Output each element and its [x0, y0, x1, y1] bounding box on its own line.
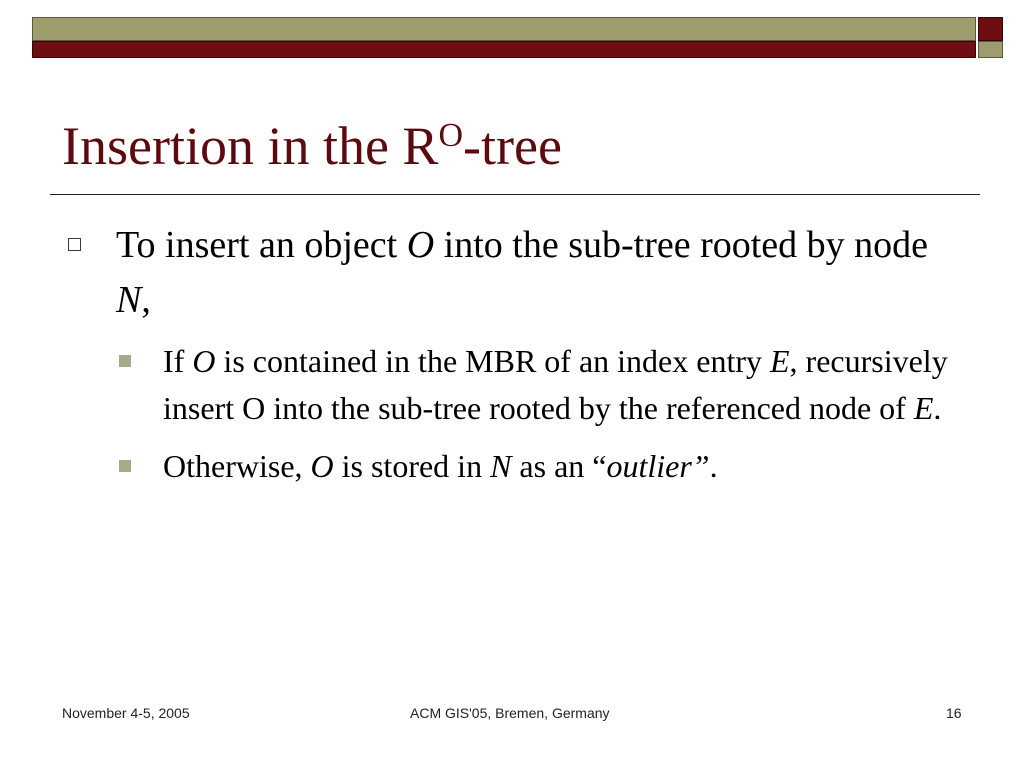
bullet-text: To insert an object: [116, 224, 407, 266]
bullet-italic: O: [192, 343, 216, 379]
slide-body: [60, 212, 960, 490]
hollow-square-bullet-icon: [68, 238, 81, 251]
footer-date: November 4-5, 2005: [62, 705, 190, 721]
title-superscript: O: [438, 117, 464, 154]
bullet-italic: O: [310, 448, 334, 484]
bullet-text: as an “: [511, 448, 607, 484]
slide-title: [62, 114, 562, 186]
header-corner-olive-block: [978, 41, 1003, 58]
bullet-text: .: [933, 390, 942, 426]
bullet-text: is contained in the MBR of an index entry: [215, 343, 770, 379]
bullet-italic: N: [116, 279, 142, 321]
bullet-italic: E: [913, 390, 934, 426]
title-divider: [50, 194, 980, 195]
bullet-italic: N: [490, 448, 512, 484]
filled-square-bullet-icon: [119, 355, 131, 367]
bullet-text: into the sub-tree rooted by node: [434, 224, 929, 266]
bullet-text: , recursively insert O into the sub-tree rooted by the referenced node of: [163, 343, 948, 426]
title-suffix: -tree: [463, 116, 562, 176]
bullet-text: .: [709, 448, 718, 484]
bullet-level2-contained: [60, 338, 960, 432]
bullet-text: Otherwise,: [163, 448, 311, 484]
footer-page-number: 16: [946, 705, 962, 721]
bullet-italic: outlier”: [606, 448, 710, 484]
footer-conference: ACM GIS'05, Bremen, Germany: [410, 705, 610, 721]
title-main: Insertion in the R: [62, 116, 439, 176]
bullet-level2-otherwise: [60, 443, 960, 490]
bullet-text: is stored in: [333, 448, 491, 484]
header-corner-maroon-block: [978, 17, 1003, 41]
header-banner-olive-bar: [32, 17, 976, 41]
filled-square-bullet-icon: [119, 460, 131, 472]
bullet-italic: E: [769, 343, 790, 379]
bullet-text: If: [163, 343, 193, 379]
bullet-text: ,: [141, 279, 151, 321]
bullet-level1-insert: [60, 218, 960, 328]
bullet-italic: O: [406, 224, 435, 266]
header-banner-maroon-bar: [32, 41, 976, 58]
